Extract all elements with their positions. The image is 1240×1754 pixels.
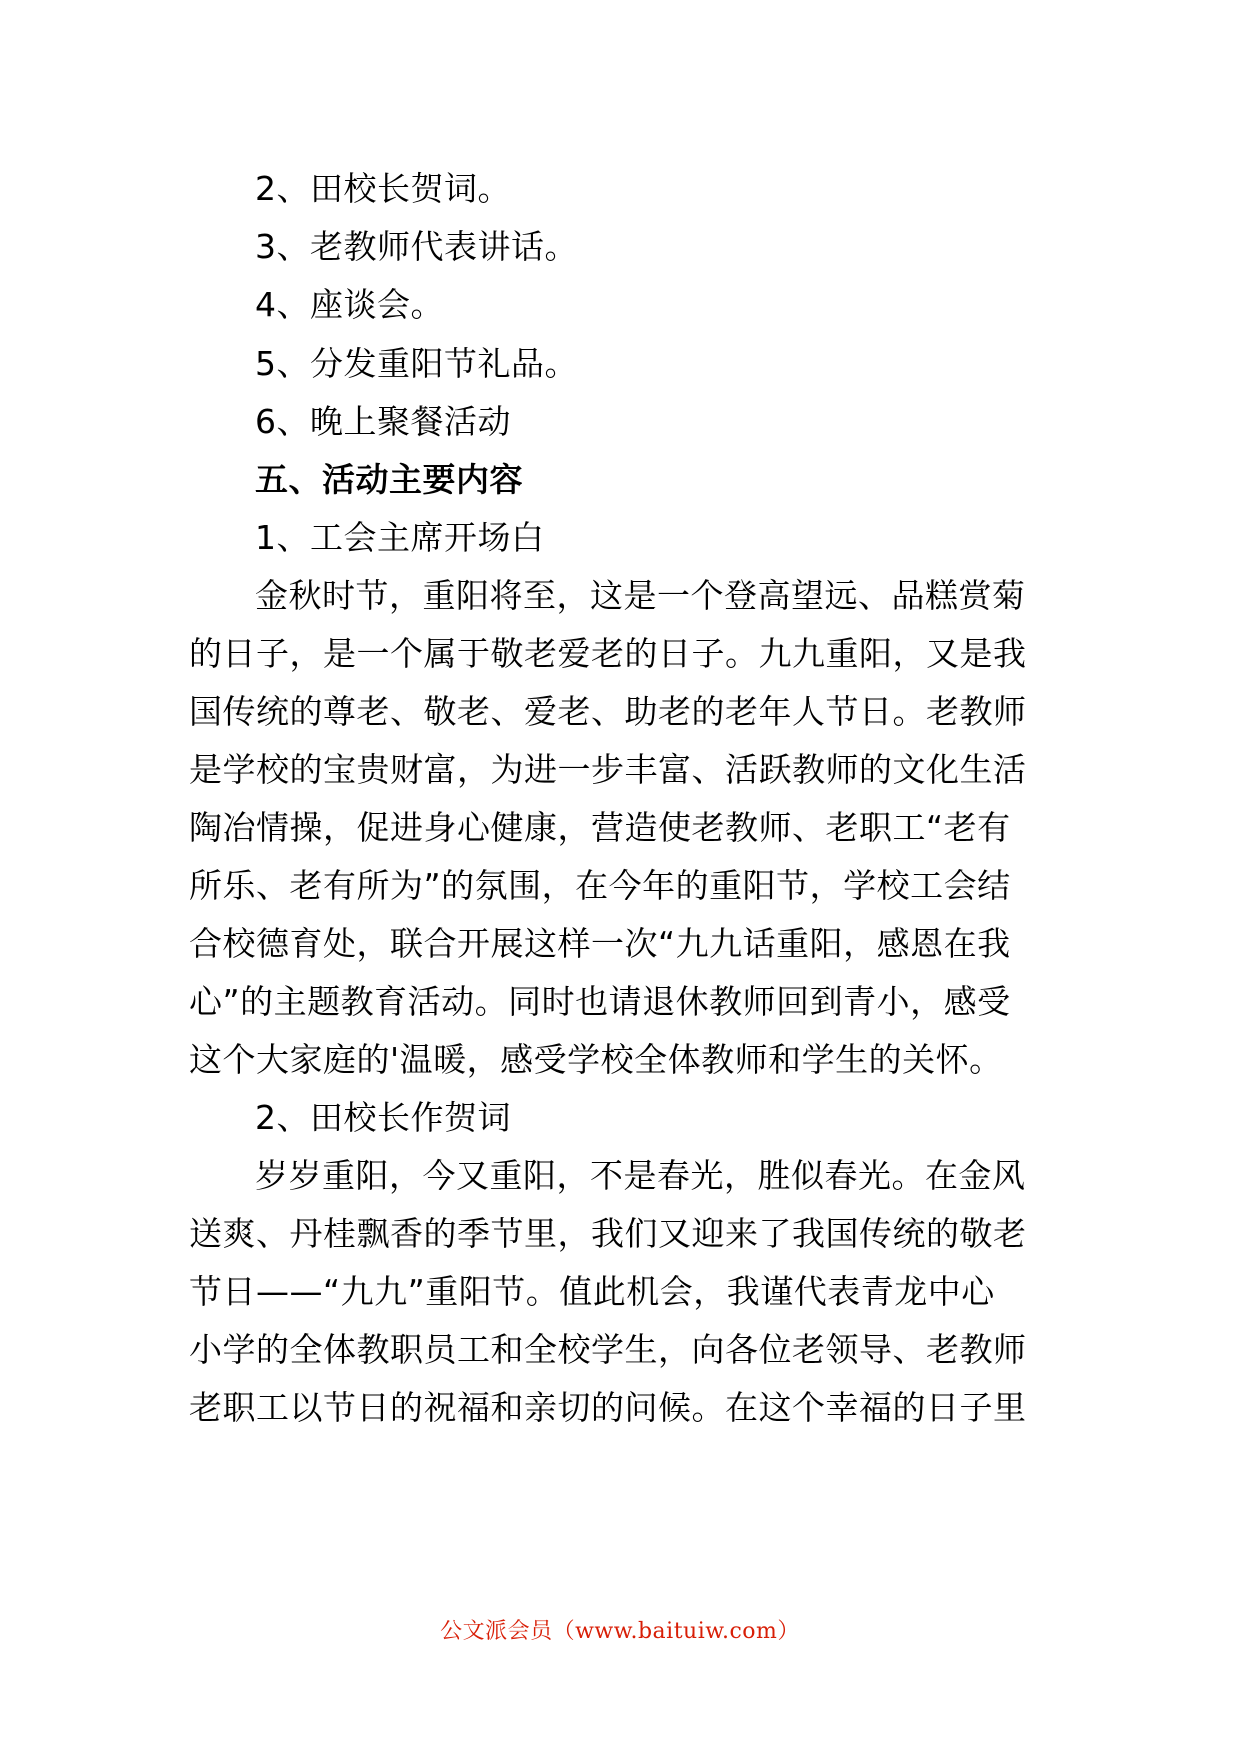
paragraph-line: 所乐、老有所为”的氛围，在今年的重阳节，学校工会结	[189, 866, 1011, 905]
paragraph-line: 送爽、丹桂飘香的季节里，我们又迎来了我国传统的敬老	[189, 1214, 1027, 1253]
list-item: 6、晚上聚餐活动	[255, 402, 511, 441]
paragraph-line: 这个大家庭的'温暖，感受学校全体教师和学生的关怀。	[189, 1040, 1003, 1079]
list-item: 5、分发重阳节礼品。	[255, 344, 578, 383]
paragraph-line: 小学的全体教职员工和全校学生，向各位老领导、老教师	[189, 1330, 1027, 1369]
paragraph-line: 心”的主题教育活动。同时也请退休教师回到青小，感受	[189, 982, 1011, 1021]
footer-watermark: 公文派会员（www.baituiw.com）	[440, 1619, 800, 1644]
paragraph-line: 陶冶情操，促进身心健康，营造使老教师、老职工“老有	[189, 808, 1011, 847]
paragraph-line: 是学校的宝贵财富，为进一步丰富、活跃教师的文化生活	[189, 750, 1027, 789]
paragraph-line: 节日——“九九”重阳节。值此机会，我谨代表青龙中心	[189, 1272, 995, 1311]
list-item: 2、田校长贺词。	[255, 169, 511, 208]
paragraph-line: 岁岁重阳，今又重阳，不是春光，胜似春光。在金风	[255, 1156, 1026, 1195]
section-heading: 五、活动主要内容	[255, 460, 523, 499]
paragraph-line: 的日子，是一个属于敬老爱老的日子。九九重阳，又是我	[189, 634, 1027, 673]
list-item: 3、老教师代表讲话。	[255, 227, 578, 266]
paragraph-line: 金秋时节，重阳将至，这是一个登高望远、品糕赏菊	[255, 576, 1026, 615]
paragraph-line: 老职工以节日的祝福和亲切的问候。在这个幸福的日子里	[189, 1388, 1027, 1427]
subsection-heading: 1、工会主席开场白	[255, 518, 545, 557]
list-item: 4、座谈会。	[255, 285, 444, 324]
paragraph-line: 合校德育处，联合开展这样一次“九九话重阳，感恩在我	[189, 924, 1011, 963]
subsection-heading: 2、田校长作贺词	[255, 1098, 511, 1137]
paragraph-line: 国传统的尊老、敬老、爱老、助老的老年人节日。老教师	[189, 692, 1027, 731]
